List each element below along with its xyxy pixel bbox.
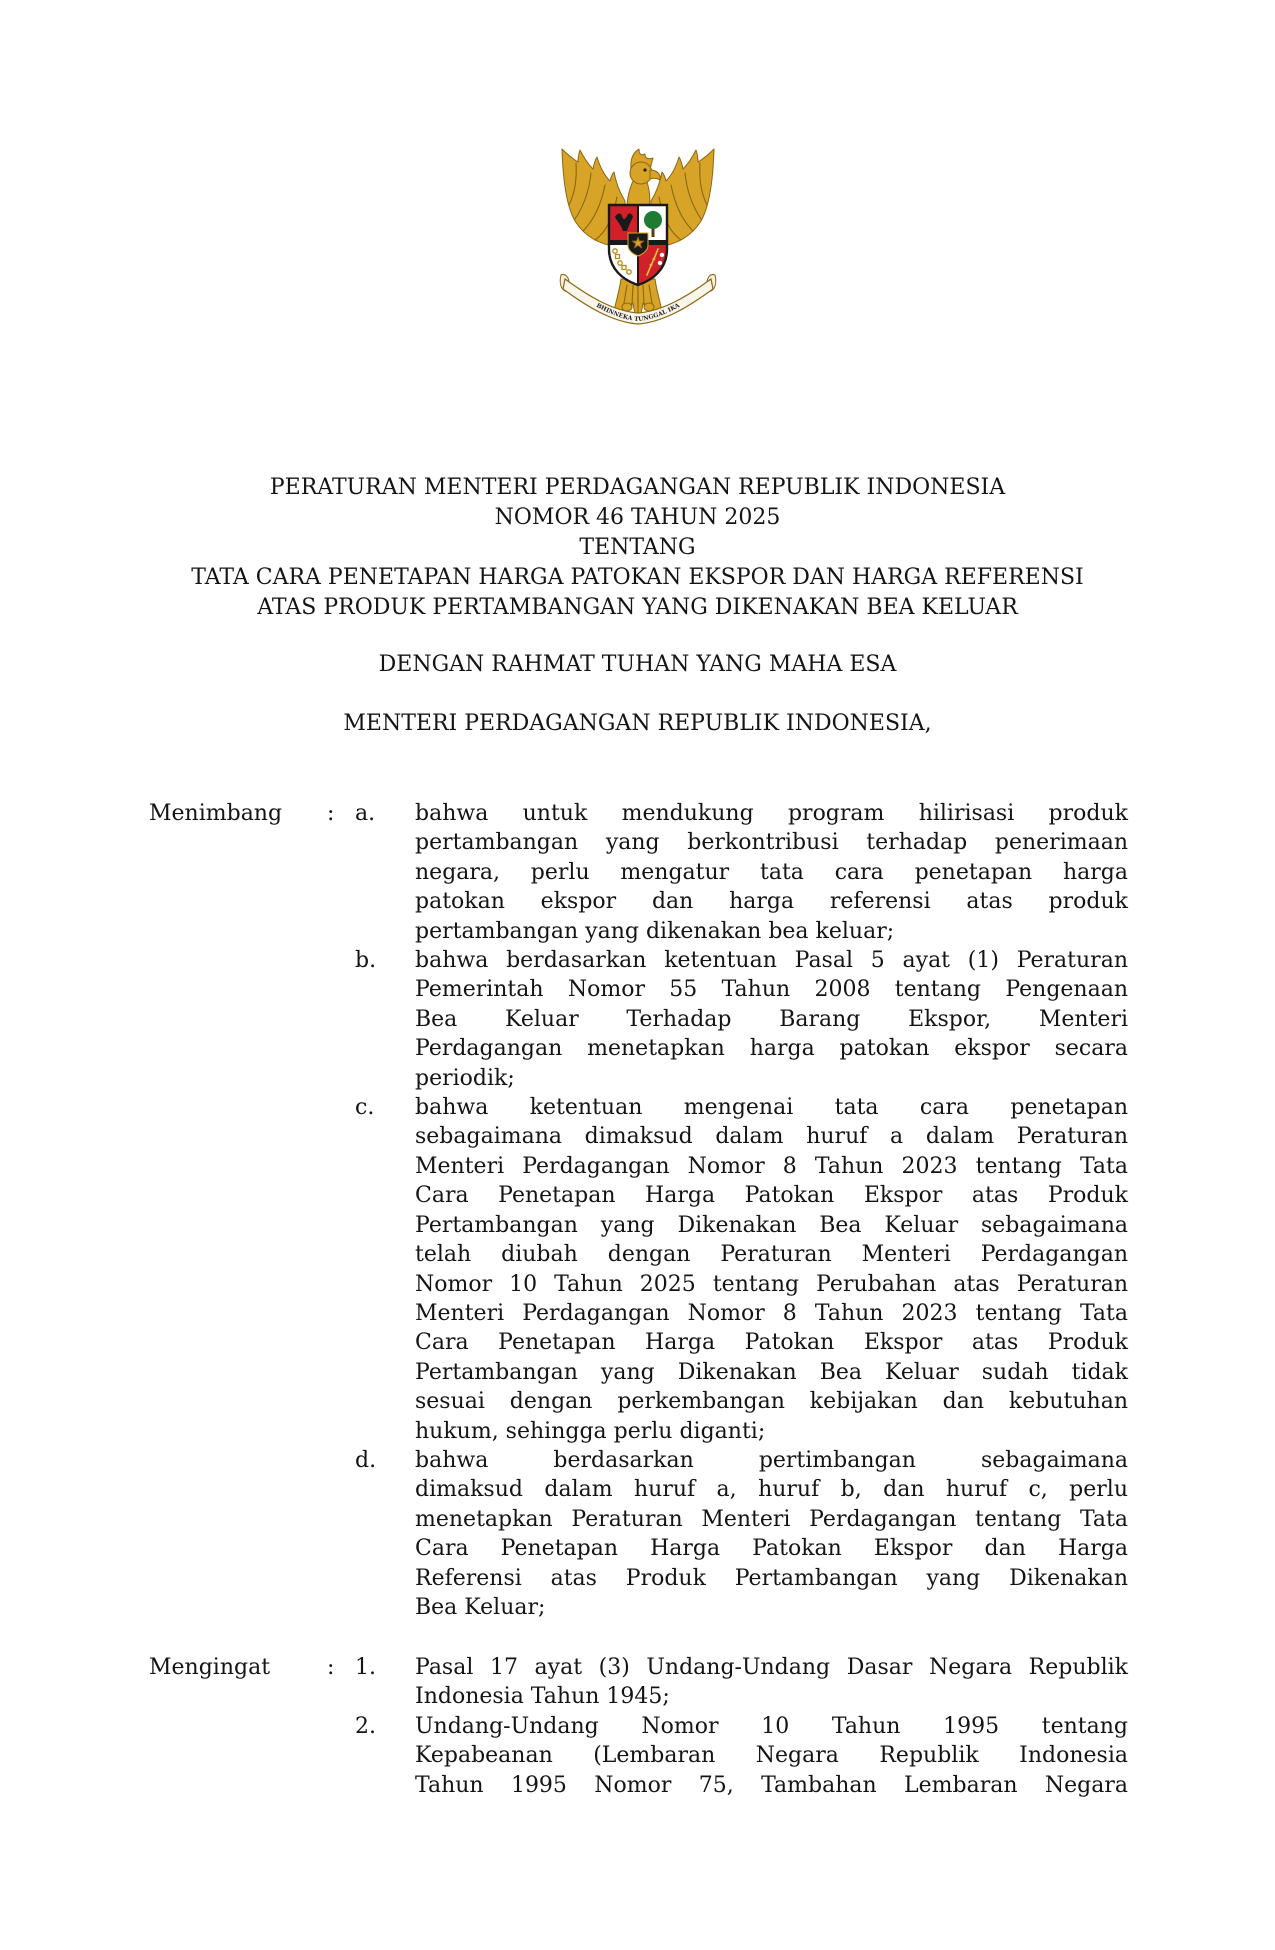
title-line: ATAS PRODUK PERTAMBANGAN YANG DIKENAKAN BEA KELUAR <box>257 595 1018 620</box>
item-marker: 1. <box>355 1655 376 1680</box>
item-marker: a. <box>355 801 376 826</box>
pancasila-shield <box>609 205 667 288</box>
text-line: hukum, sehingga perlu diganti; <box>415 1418 766 1444</box>
text-line: dimaksud dalam huruf a, huruf b, dan huruf c, perlu <box>415 1477 1128 1503</box>
text-line: Bea Keluar Terhadap Barang Ekspor, Menteri <box>415 1006 1128 1032</box>
title-line: PERATURAN MENTERI PERDAGANGAN REPUBLIK INDONESIA <box>269 475 1006 500</box>
item-marker: b. <box>355 948 377 974</box>
list-item <box>355 1093 1128 1446</box>
menimbang-section <box>149 799 1128 1622</box>
section-label: Mengingat <box>149 1655 271 1680</box>
text-line: menetapkan Peraturan Menteri Perdagangan tentang Tata <box>415 1506 1128 1532</box>
garuda-emblem-graphic <box>557 143 719 334</box>
text-line: Referensi atas Produk Pertambangan yang Dikenakan <box>415 1565 1128 1591</box>
section-label: Menimbang <box>149 801 283 826</box>
emblem-motto-text: BHINNEKA TUNGGAL IKA <box>595 301 681 324</box>
text-line: bahwa untuk mendukung program hilirisasi produk <box>415 801 1128 826</box>
item-text <box>415 1712 1128 1800</box>
list-item <box>355 1653 1128 1712</box>
text-line: Cara Penetapan Harga Patokan Ekspor atas Produk <box>415 1330 1128 1356</box>
section-colon: : <box>327 1655 335 1680</box>
text-line: Indonesia Tahun 1945; <box>415 1684 670 1710</box>
text-line: Cara Penetapan Harga Patokan Ekspor dan Harga <box>415 1536 1128 1562</box>
text-line: Pertambangan yang Dikenakan Bea Keluar sebagaimana <box>415 1212 1128 1238</box>
text-line: pertambangan yang dikenakan bea keluar; <box>415 918 895 944</box>
item-text <box>415 1093 1128 1446</box>
text-line: Tahun 1995 Nomor 75, Tambahan Lembaran Negara <box>415 1772 1128 1798</box>
issuer: MENTERI PERDAGANGAN REPUBLIK INDONESIA, <box>343 711 932 736</box>
item-text <box>415 946 1128 1093</box>
text-line: Nomor 10 Tahun 2025 tentang Perubahan atas Peraturan <box>415 1271 1128 1297</box>
title-line: TENTANG <box>579 535 696 560</box>
list-item <box>355 946 1128 1093</box>
item-text <box>415 1446 1128 1622</box>
item-text <box>415 799 1128 946</box>
item-marker: 2. <box>355 1713 376 1739</box>
text-line: Bea Keluar; <box>415 1594 546 1620</box>
item-marker: d. <box>355 1447 377 1473</box>
text-line: sebagaimana dimaksud dalam huruf a dalam Peraturan <box>415 1124 1128 1150</box>
list-item <box>355 799 1128 946</box>
text-line: negara, perlu mengatur tata cara penetapan harga <box>415 859 1128 885</box>
list-item <box>355 1446 1128 1622</box>
text-line: bahwa berdasarkan pertimbangan sebagaimana <box>415 1447 1128 1473</box>
menimbang-list <box>355 799 1128 1622</box>
text-line: Pasal 17 ayat (3) Undang-Undang Dasar Negara Republik <box>415 1655 1128 1680</box>
mengingat-list <box>355 1653 1128 1800</box>
text-line: Menteri Perdagangan Nomor 8 Tahun 2023 tentang Tata <box>415 1300 1128 1326</box>
section-colon: : <box>327 801 335 826</box>
text-line: Undang-Undang Nomor 10 Tahun 1995 tentang <box>415 1713 1128 1739</box>
title-line: TATA CARA PENETAPAN HARGA PATOKAN EKSPOR DAN HARGA REFERENSI <box>191 565 1084 590</box>
text-line: Menteri Perdagangan Nomor 8 Tahun 2023 tentang Tata <box>415 1153 1128 1179</box>
regulation-title <box>0 473 1275 623</box>
list-item <box>355 1712 1128 1800</box>
text-line: Pemerintah Nomor 55 Tahun 2008 tentang Pengenaan <box>415 977 1128 1003</box>
text-line: periodik; <box>415 1065 515 1091</box>
text-line: bahwa berdasarkan ketentuan Pasal 5 ayat (1) Peraturan <box>415 948 1128 974</box>
text-line: Kepabeanan (Lembaran Negara Republik Indonesia <box>415 1743 1128 1769</box>
mengingat-section <box>149 1653 1128 1800</box>
invocation: DENGAN RAHMAT TUHAN YANG MAHA ESA <box>378 652 897 677</box>
text-line: patokan ekspor dan harga referensi atas produk <box>415 889 1128 915</box>
item-text <box>415 1653 1128 1712</box>
text-line: bahwa ketentuan mengenai tata cara penetapan <box>415 1095 1128 1121</box>
item-marker: c. <box>355 1095 375 1121</box>
text-line: pertambangan yang berkontribusi terhadap penerimaan <box>415 830 1128 856</box>
text-line: Cara Penetapan Harga Patokan Ekspor atas Produk <box>415 1183 1128 1209</box>
title-line: NOMOR 46 TAHUN 2025 <box>494 505 781 530</box>
text-line: Perdagangan menetapkan harga patokan ekspor secara <box>415 1036 1128 1062</box>
garuda-emblem <box>557 143 719 334</box>
text-line: sesuai dengan perkembangan kebijakan dan kebutuhan <box>415 1389 1128 1415</box>
text-line: Pertambangan yang Dikenakan Bea Keluar sudah tidak <box>415 1359 1128 1385</box>
text-line: telah diubah dengan Peraturan Menteri Perdagangan <box>415 1242 1128 1268</box>
